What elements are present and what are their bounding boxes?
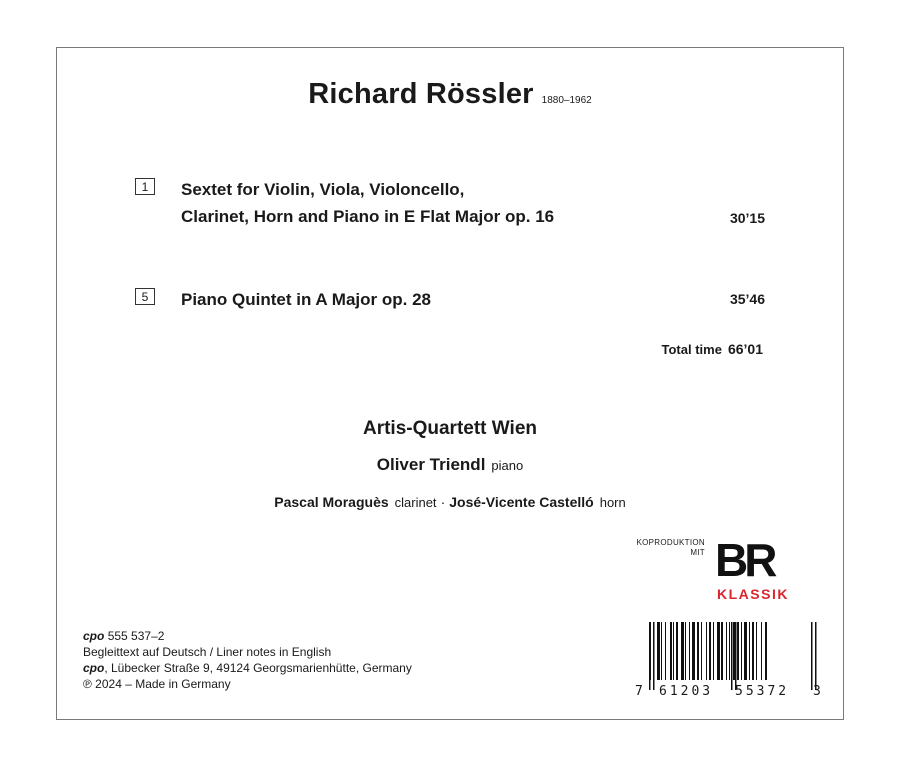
composer-name: Richard Rössler	[308, 78, 534, 110]
barcode-bar	[756, 622, 757, 680]
barcode-bar	[657, 622, 660, 680]
barcode-bar	[692, 622, 695, 680]
br-logo-subtext: KLASSIK	[717, 586, 789, 602]
barcode-bar	[681, 622, 684, 680]
total-time-value: 66’01	[727, 341, 763, 357]
separator: ·	[440, 494, 446, 510]
track-duration: 35’46	[729, 291, 765, 307]
barcode-bar	[726, 622, 727, 680]
barcode-bar	[697, 622, 699, 680]
track-number: 5	[135, 288, 155, 305]
barcode-first-digit: 7	[635, 684, 643, 699]
ensemble-name: Artis-Quartett Wien	[362, 418, 537, 439]
track-1	[135, 176, 765, 236]
total-time	[662, 341, 763, 357]
cpo-brand: cpo	[83, 629, 105, 643]
copyright: ℗ 2024 – Made in Germany	[83, 677, 231, 691]
barcode-guard-bar	[735, 622, 737, 690]
catalog-number: 555 537–2	[107, 629, 165, 643]
catalog-line	[83, 628, 412, 644]
barcode-bar	[685, 622, 686, 680]
pianist-role: piano	[491, 458, 524, 473]
coproduction-label	[625, 538, 705, 558]
track-title: Piano Quintet in A Major op. 28	[181, 290, 431, 309]
br-logo-text: BR	[715, 534, 774, 586]
barcode-bars	[635, 622, 825, 692]
barcode-bar	[661, 622, 662, 680]
track-title	[181, 176, 554, 230]
barcode-guard-bar	[731, 622, 733, 690]
coproduction-line-2: MIT	[690, 548, 705, 557]
barcode-check-digit: 3	[813, 684, 821, 699]
header	[57, 78, 843, 111]
composer-years: 1880–1962	[541, 95, 592, 106]
imprint	[83, 628, 412, 692]
barcode-bar	[676, 622, 678, 680]
barcode-guard-bar	[815, 622, 817, 690]
address-line	[83, 660, 412, 676]
barcode-bar	[689, 622, 690, 680]
barcode-bar	[709, 622, 711, 680]
barcode-bar	[761, 622, 762, 680]
clarinetist-name: Pascal Moraguès	[274, 494, 389, 510]
barcode-guard-bar	[649, 622, 651, 690]
barcode-right-group: 55372	[735, 684, 790, 699]
clarinetist-role: clarinet	[394, 495, 437, 510]
barcode-bar	[744, 622, 747, 680]
barcode-bar	[713, 622, 714, 680]
barcode-guard-bar	[653, 622, 655, 690]
cd-back-cover	[56, 47, 844, 720]
barcode-bar	[752, 622, 754, 680]
liner-notes: Begleittext auf Deutsch / Liner notes in English	[83, 645, 332, 659]
barcode-bar	[765, 622, 767, 680]
track-duration: 30’15	[729, 210, 765, 226]
barcode-bar	[749, 622, 750, 680]
address: , Lübecker Straße 9, 49124 Georgsmarienhütte, Germany	[104, 661, 412, 675]
barcode-bar	[706, 622, 707, 680]
barcode-guard-bar	[811, 622, 813, 690]
br-klassik-logo	[715, 534, 797, 604]
total-time-label: Total time	[661, 342, 722, 357]
barcode-bar	[701, 622, 702, 680]
barcode-left-group: 61203	[659, 684, 714, 699]
barcode-bar	[717, 622, 720, 680]
barcode-bar	[665, 622, 666, 680]
barcode-bar	[729, 622, 730, 680]
coproduction-line-1: KOPRODUKTION	[636, 538, 705, 547]
soloists	[57, 494, 843, 510]
hornist-name: José-Vicente Castelló	[449, 494, 594, 510]
hornist-role: horn	[599, 495, 626, 510]
track-5	[135, 286, 765, 316]
track-title-line-2: Clarinet, Horn and Piano in E Flat Major op. 16	[181, 207, 555, 226]
track-number: 1	[135, 178, 155, 195]
barcode-bar	[673, 622, 674, 680]
pianist	[57, 455, 843, 475]
barcode-bar	[737, 622, 739, 680]
cpo-brand: cpo	[83, 661, 105, 675]
barcode-bar	[741, 622, 742, 680]
pianist-name: Oliver Triendl	[376, 455, 486, 474]
track-title-line-1: Sextet for Violin, Viola, Violoncello,	[181, 180, 465, 199]
barcode-bar	[733, 622, 735, 680]
barcode-bar	[670, 622, 672, 680]
barcode	[635, 622, 825, 704]
barcode-bar	[721, 622, 723, 680]
